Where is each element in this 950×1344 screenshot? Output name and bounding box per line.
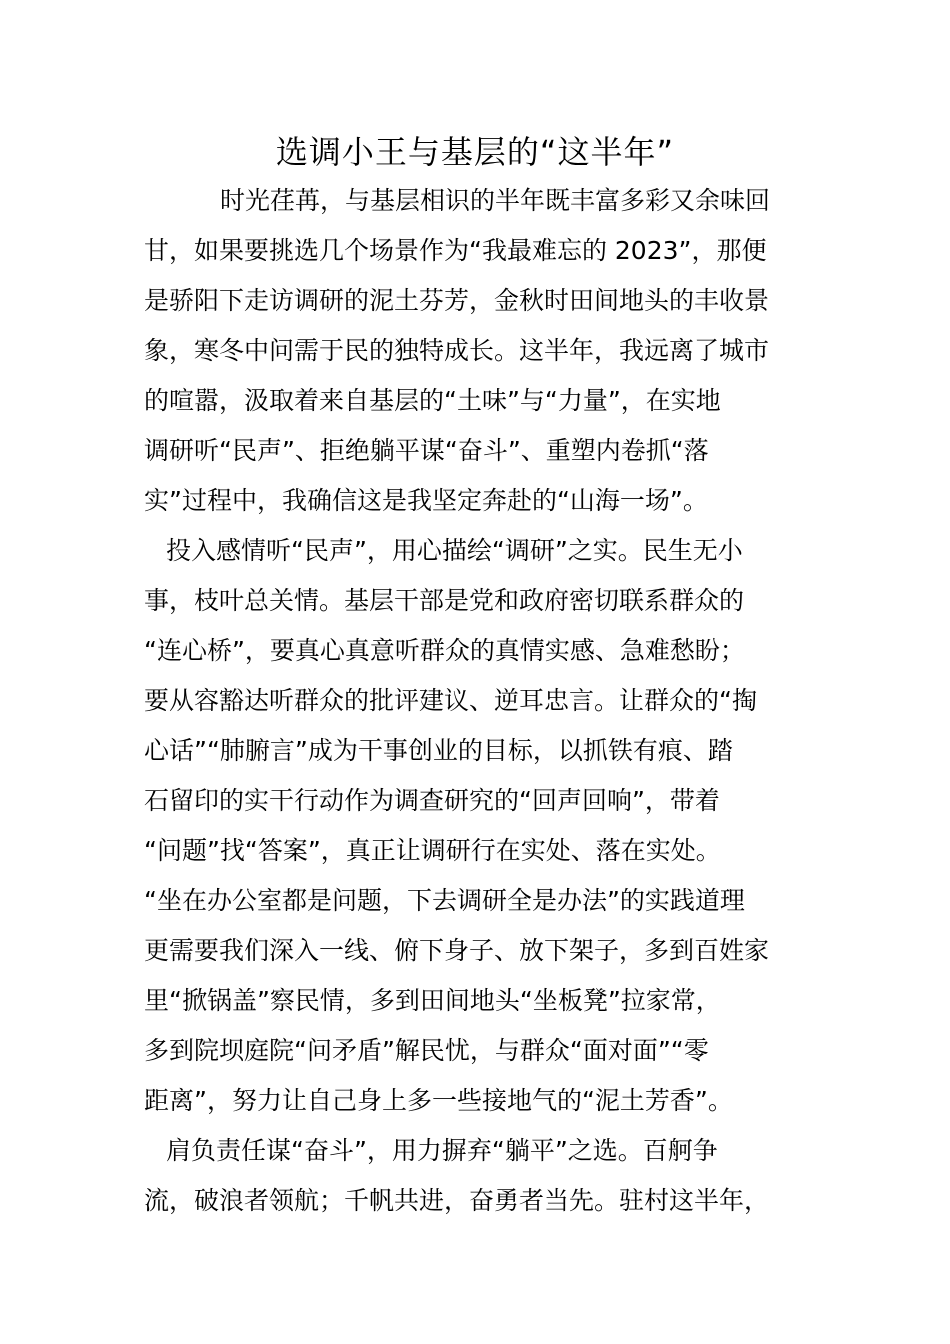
document-title: 选调小王与基层的“这半年”: [275, 133, 675, 171]
text-line: 事，枝叶总关情。基层干部是党和政府密切联系群众的: [144, 586, 745, 615]
text-line: 甘，如果要挑选几个场景作为“我最难忘的 2023”，那便: [144, 236, 767, 265]
text-line: 多到院坝庭院“问矛盾”解民忧，与群众“面对面”“零: [144, 1036, 709, 1065]
text-line: 石留印的实干行动作为调查研究的“回声回响”，带着: [144, 786, 720, 815]
text-line: 的喧嚣，汲取着来自基层的“土味”与“力量”，在实地: [144, 386, 721, 415]
text-line: 时光荏苒，与基层相识的半年既丰富多彩又余味回: [220, 186, 771, 215]
document-body: [144, 176, 808, 1226]
text-line: 调研听“民声”、拒绝躺平谋“奋斗”、重塑内卷抓“落: [144, 436, 709, 465]
text-line: 更需要我们深入一线、俯下身子、放下架子，多到百姓家: [144, 936, 770, 965]
text-line: 投入感情听“民声”，用心描绘“调研”之实。民生无小: [166, 536, 743, 565]
text-line: 里“掀锅盖”察民情，多到田间地头“坐板凳”拉家常，: [144, 986, 721, 1015]
text-line: 象，寒冬中问需于民的独特成长。这半年，我远离了城市: [144, 336, 770, 365]
text-line: 要从容豁达听群众的批评建议、逆耳忠言。让群众的“掏: [144, 686, 757, 715]
text-line: 流，破浪者领航；千帆共进，奋勇者当先。驻村这半年，: [144, 1186, 770, 1215]
text-line: 肩负责任谋“奋斗”，用力摒弃“躺平”之选。百舸争: [166, 1136, 718, 1165]
text-line: 距离”，努力让自己身上多一些接地气的“泥土芳香”。: [144, 1086, 733, 1115]
text-line: “连心桥”，要真心真意听群众的真情实感、急难愁盼；: [144, 636, 745, 665]
text-line: “坐在办公室都是问题，下去调研全是办法”的实践道理: [144, 886, 745, 915]
text-line: “问题”找“答案”，真正让调研行在实处、落在实处。: [144, 836, 721, 865]
text-line: 实”过程中，我确信这是我坚定奔赴的“山海一场”。: [144, 486, 708, 515]
text-line: 是骄阳下走访调研的泥土芬芳，金秋时田间地头的丰收景: [144, 286, 770, 315]
text-line: 心话”“肺腑言”成为干事创业的目标，以抓铁有痕、踏: [144, 736, 733, 765]
